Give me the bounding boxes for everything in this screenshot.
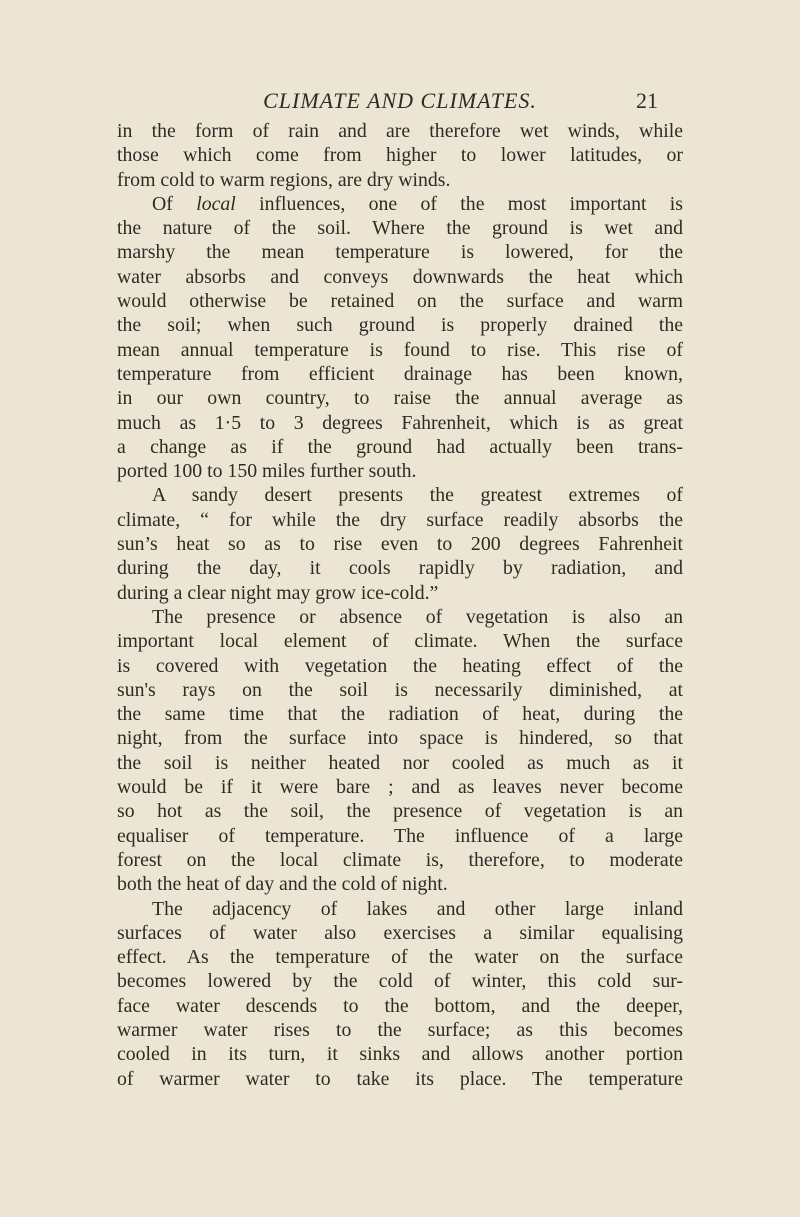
text-line: night, from the surface into space is hindered, so that	[117, 727, 683, 750]
text-line: a change as if the ground had actually been trans-	[117, 435, 683, 458]
body-text	[117, 119, 683, 1091]
text-line: of warmer water to take its place. The temperature	[117, 1067, 683, 1090]
text-line: forest on the local climate is, therefore, to moderate	[117, 848, 683, 871]
text-line: warmer water rises to the surface; as this becomes	[117, 1018, 683, 1041]
text-line: those which come from higher to lower latitudes, or	[117, 144, 683, 167]
text-line: The adjacency of lakes and other large inland	[152, 897, 683, 920]
page-number: 21	[636, 88, 658, 113]
italic-emphasis: local	[196, 192, 236, 215]
text-line: temperature from efficient drainage has been known,	[117, 362, 683, 385]
text-line: in our own country, to raise the annual average as	[117, 387, 683, 410]
text-line: so hot as the soil, the presence of vegetation is an	[117, 800, 683, 823]
text-line: A sandy desert presents the greatest extremes of	[152, 484, 683, 507]
text-line: equaliser of temperature. The influence of a large	[117, 824, 683, 847]
text-line: the soil; when such ground is properly drained the	[117, 314, 683, 337]
text-line: the nature of the soil. Where the ground is wet and	[117, 217, 683, 240]
text-line: ported 100 to 150 miles further south.	[117, 460, 417, 483]
text-line: in the form of rain and are therefore wet winds, while	[117, 120, 683, 142]
text-line: much as 1·5 to 3 degrees Fahrenheit, which is as great	[117, 411, 683, 434]
text-segment: Of	[152, 192, 197, 215]
text-line: sun’s heat so as to rise even to 200 degrees Fahrenheit	[117, 533, 683, 556]
text-line: face water descends to the bottom, and the deeper,	[117, 994, 683, 1017]
text-line: from cold to warm regions, are dry winds.	[117, 168, 451, 191]
text-line: water absorbs and conveys downwards the heat which	[117, 265, 683, 288]
text-line: sun's rays on the soil is necessarily diminished, at	[117, 678, 683, 701]
text-line: would be if it were bare ; and as leaves never become	[117, 776, 683, 799]
text-segment: influences, one of the most important is	[235, 192, 683, 215]
text-line: becomes lowered by the cold of winter, this cold sur-	[117, 970, 683, 993]
running-title: CLIMATE AND CLIMATES.	[263, 88, 537, 113]
text-line: The presence or absence of vegetation is also an	[152, 605, 683, 628]
text-line: during the day, it cools rapidly by radiation, and	[117, 557, 683, 580]
text-line: during a clear night may grow ice-cold.”	[117, 581, 439, 604]
text-line	[117, 192, 683, 216]
text-line: the same time that the radiation of heat, during the	[117, 703, 683, 726]
text-line: climate, “ for while the dry surface readily absorbs the	[117, 508, 683, 531]
text-line: important local element of climate. When the surface	[117, 630, 683, 653]
text-line: the soil is neither heated nor cooled as much as it	[117, 751, 683, 774]
text-line: is covered with vegetation the heating effect of the	[117, 654, 683, 677]
text-line: effect. As the temperature of the water on the surface	[117, 946, 683, 969]
text-line: marshy the mean temperature is lowered, for the	[117, 241, 683, 264]
text-line: surfaces of water also exercises a similar equalising	[117, 921, 683, 944]
text-line: would otherwise be retained on the surface and warm	[117, 290, 683, 313]
text-line: cooled in its turn, it sinks and allows another portion	[117, 1043, 683, 1066]
text-line: mean annual temperature is found to rise. This rise of	[117, 338, 683, 361]
text-line: both the heat of day and the cold of night.	[117, 873, 448, 896]
